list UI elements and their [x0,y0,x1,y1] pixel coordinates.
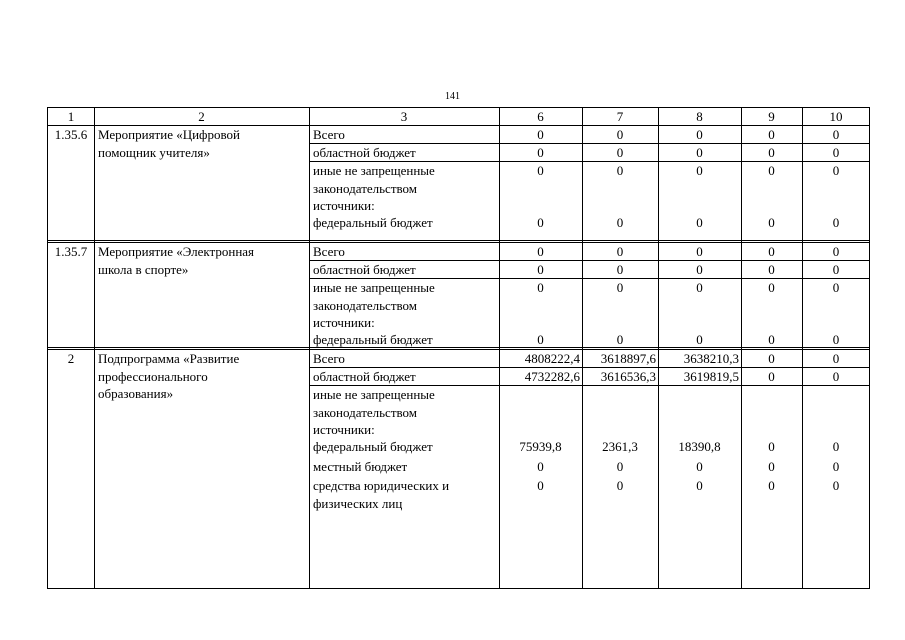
source-label: областной бюджет [313,369,416,384]
source-label: федеральный бюджет [313,215,433,230]
row-group-divider [48,240,869,241]
source-label: федеральный бюджет [313,332,433,347]
value-cell: 0 [616,280,624,295]
value-cell: 0 [696,215,703,230]
value-cell: 0 [832,459,840,474]
value-cell: 0 [696,145,703,160]
value-cell: 0 [832,478,840,493]
header-cell-9: 9 [768,109,775,124]
value-cell: 0 [696,127,703,142]
value-cell: 0 [768,351,775,366]
header-cell-7: 7 [616,109,624,124]
row-title-line: Подпрограмма «Развитие [98,351,240,366]
value-cell: 0 [537,215,544,230]
header-cell-2: 2 [198,109,205,124]
source-label: законодательством [313,180,418,196]
value-cell: 0 [616,163,624,178]
value-cell: 0 [832,244,840,259]
value-cell: 0 [616,145,624,160]
row-title-line: образования» [98,386,174,401]
header-cell-6: 6 [537,109,544,124]
value-cell: 0 [768,145,775,160]
value-cell: 0 [832,369,840,384]
value-cell: 0 [832,262,840,277]
value-cell: 0 [696,262,703,277]
source-label: местный бюджет [313,459,408,474]
value-cell: 0 [768,244,775,259]
value-cell: 0 [832,163,840,178]
value-cell: 0 [616,262,624,277]
source-label: источники: [313,198,375,213]
value-cell: 3618897,6 [600,351,656,366]
value-cell: 0 [537,244,544,259]
value-cell: 18390,8 [678,439,721,454]
value-cell: 2361,3 [602,439,638,454]
value-cell: 3619819,5 [683,369,739,384]
header-cell-3: 3 [400,109,408,124]
budget-table [47,107,870,589]
header-cell-1: 1 [67,109,75,124]
source-label: федеральный бюджет [313,439,433,454]
value-cell: 0 [537,127,544,142]
page-number: 141 [445,91,460,102]
value-cell: 0 [616,127,624,142]
source-label: законодательством [313,297,418,313]
value-cell: 0 [832,351,840,366]
value-cell: 0 [768,332,775,347]
column-divider [309,108,310,588]
source-label: источники: [313,315,375,330]
value-cell: 0 [537,145,544,160]
value-cell: 3616536,3 [600,369,656,384]
column-divider [94,108,95,588]
value-cell: 0 [616,478,624,493]
value-cell: 0 [696,163,703,178]
row-number: 1.35.6 [54,127,88,142]
source-label: иные не запрещенные [313,280,435,295]
value-cell: 0 [768,262,775,277]
row-title-line: Мероприятие «Электронная [98,244,255,259]
source-label: областной бюджет [313,145,416,160]
value-cell: 4808222,4 [524,351,580,366]
value-cell: 0 [832,127,840,142]
value-cell: 0 [537,280,544,295]
source-label: физических лиц [313,495,403,511]
value-cell: 0 [696,244,703,259]
value-cell: 0 [832,280,840,295]
value-cell: 4732282,6 [524,369,580,384]
value-cell: 0 [832,332,840,347]
row-number: 1.35.7 [54,244,88,259]
value-cell: 0 [616,215,624,230]
value-cell: 0 [768,280,775,295]
source-label: Всего [313,127,345,142]
value-cell: 0 [537,163,544,178]
row-title-line: Мероприятие «Цифровой [98,127,240,142]
value-cell: 0 [768,215,775,230]
source-label: Всего [313,351,345,366]
value-cell: 0 [696,478,703,493]
value-cell: 0 [696,280,703,295]
value-cell: 0 [768,478,775,493]
value-cell: 0 [768,369,775,384]
source-label: источники: [313,422,375,437]
value-cell: 0 [537,332,544,347]
value-cell: 0 [832,215,840,230]
value-cell: 0 [768,459,775,474]
row-title-line: помощник учителя» [98,144,210,160]
value-cell: 0 [616,459,624,474]
value-cell: 0 [696,459,703,474]
value-cell: 75939,8 [519,439,562,454]
value-cell: 0 [832,439,840,454]
value-cell: 0 [537,459,544,474]
value-cell: 3638210,3 [683,351,739,366]
value-cell: 0 [616,244,624,259]
value-cell: 0 [616,332,624,347]
row-title-line: школа в спорте» [98,261,189,277]
header-cell-10: 10 [829,109,843,124]
source-label: иные не запрещенные [313,387,435,402]
row-number: 2 [67,351,75,366]
row-group-divider [48,347,869,348]
value-cell: 0 [537,262,544,277]
value-cell: 0 [768,127,775,142]
row-title-line: профессионального [98,368,208,384]
value-cell: 0 [537,478,544,493]
value-cell: 0 [832,145,840,160]
source-label: законодательством [313,404,418,420]
value-cell: 0 [768,439,775,454]
value-cell: 0 [696,332,703,347]
source-label: иные не запрещенные [313,163,435,178]
header-cell-8: 8 [696,109,703,124]
source-label: Всего [313,244,345,259]
value-cell: 0 [768,163,775,178]
source-label: областной бюджет [313,262,416,277]
source-label: средства юридических и [313,478,450,493]
